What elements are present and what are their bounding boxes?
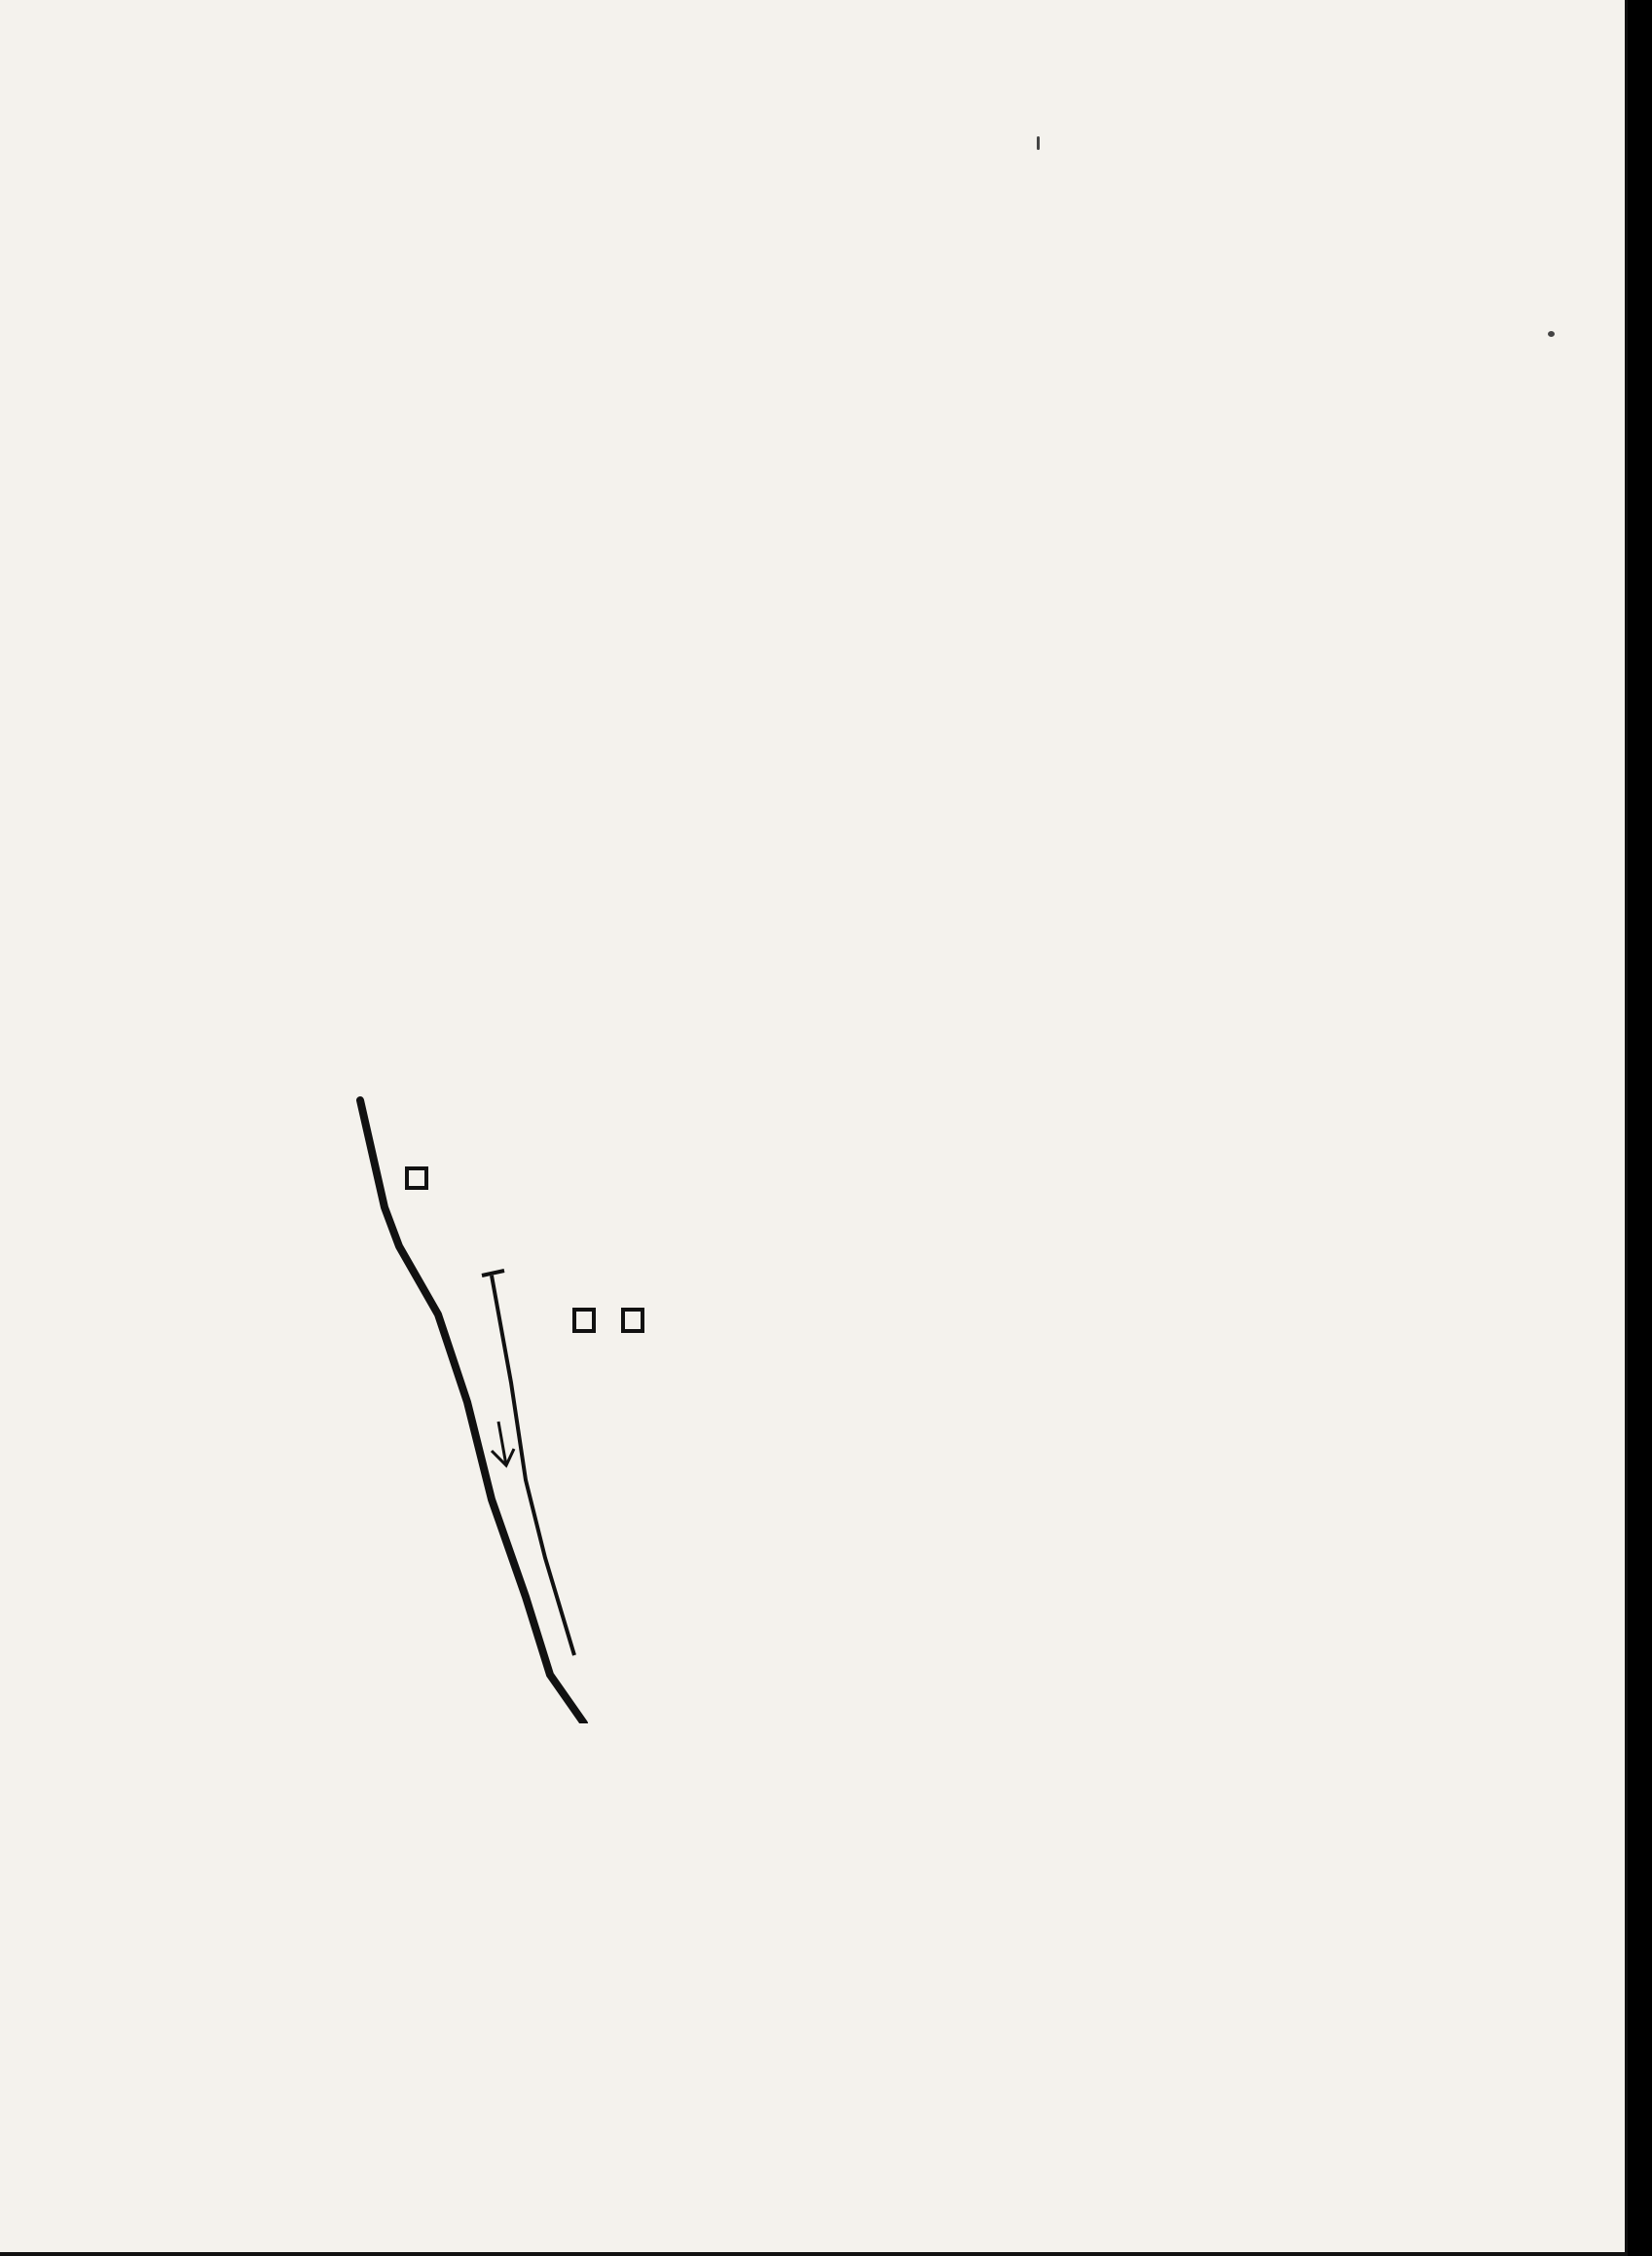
cavalry-tick bbox=[482, 1271, 504, 1276]
battle-map-sketch bbox=[292, 1091, 759, 1723]
ilerda-marker bbox=[407, 1168, 426, 1188]
cavalry-line bbox=[492, 1276, 574, 1655]
ink-speck bbox=[1548, 331, 1555, 337]
ink-speck bbox=[1037, 136, 1040, 150]
afranius-legion-marker bbox=[574, 1310, 594, 1331]
river-line bbox=[360, 1100, 584, 1723]
caesar-legion-marker bbox=[623, 1310, 642, 1331]
flow-arrow-icon bbox=[492, 1422, 514, 1465]
battle-map-figure bbox=[292, 1091, 759, 1723]
